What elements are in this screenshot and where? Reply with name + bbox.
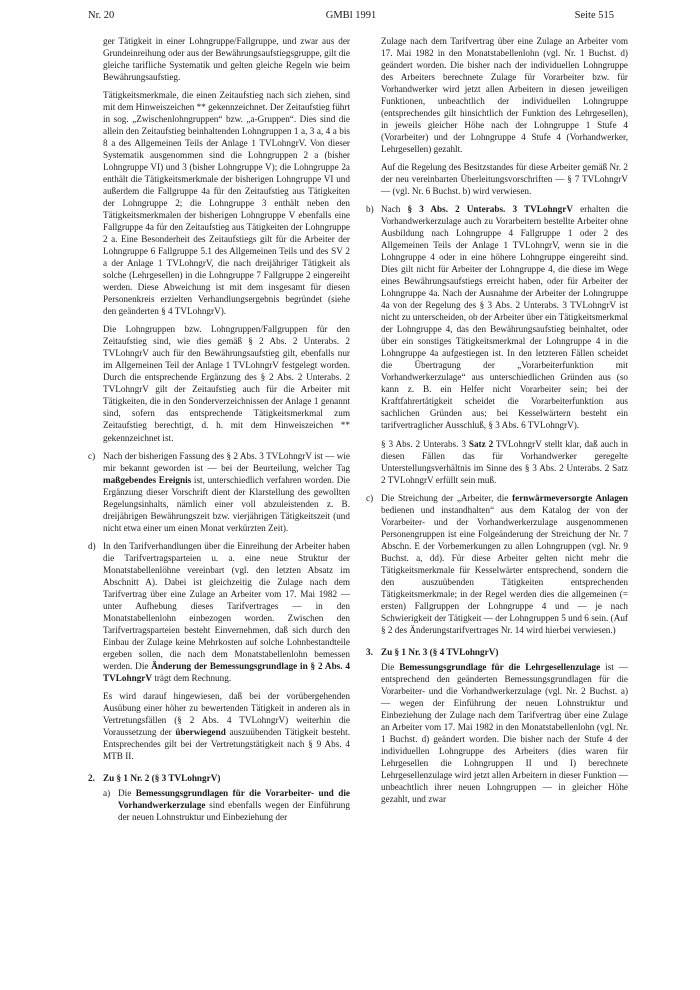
paragraph: ger Tätigkeit in einer Lohngruppe/Fallgruppe, und zwar aus der Grundeinreihung oder aus der Bewährungsaufstiegsgruppe, gilt die gleiche tarifliche Systematik und gelten gleiche Regeln wie beim Bewährungsaufstieg. <box>103 36 350 83</box>
paragraph: Tätigkeitsmerkmale, die einen Zeitaufstieg nach sich ziehen, sind mit dem Hinweiszeichen ** gekennzeichnet. Der Zeitaufstieg führt in sog. „Zwischenlohngruppen“ bzw. „a-Gruppen“. Dies sind die allein den Zeitaufstieg beinhaltenden Lohngruppen 1 a, 3 a, 4 a bis 8 a des Allgemeinen Teils der Anlage 1 TVLohngrV. Von dieser Systematik ausgenommen sind die Lohngruppen 2 a (bisher Lohngruppe VI) und 3 (bisher Lohngruppe V); die Lohngruppe 2a enthält die Tätigkeitsmerkmale der bisherigen Lohngruppe VI und außerdem die Fallgruppe 4a für den Zeitaufstieg aus Tätigkeiten der Lohngruppe 2; die Lohngruppe 3 enthält neben den Tätigkeitsmerkmalen der bisherigen Lohngruppe V ebenfalls eine Fallgruppe 4a für den Zeitaufstieg aus Tätigkeiten der Lohngruppe 2 a. Eine Besonderheit des Zeitaufstiegs gilt für die Arbeiter der Lohngruppe 6 Fallgruppe 5.1 des Allgemeinen Teils und des SV 2 a der Anlage 1 TVLohngrV, die nach dreijähriger Tätigkeit als solche (Lehrgesellen) in die Lohngruppe 7 Fallgruppe 2 eingereiht werden. Diese Abweichung ist mit dem insgesamt für diesen Personenkreis erzielten Verhandlungsergebnis begründet (siehe den geänderten § 4 TVLohngrV). <box>103 90 350 317</box>
item-label: b) <box>366 204 374 215</box>
section-2 <box>88 772 350 823</box>
item-label: a) <box>103 787 111 798</box>
right-column <box>366 35 628 805</box>
issue-number: Nr. 20 <box>88 10 115 21</box>
paragraph: Zulage nach dem Tarifvertrag über eine Zulage an Arbeiter vom 17. Mai 1982 in den Monatstabellenlohn (vgl. Nr. 1 Buchst. d) geändert worden. Die bisher nach der individuellen Lohngruppe des Arbeiters berechnete Zulage für Vorarbeiter bzw. für Vorhandwerker wird jetzt allen Arbeitern in diesen jeweiligen Funktionen, unbeachtlich der individuellen Lohngruppe (entsprechendes gilt hinsichtlich der Funktion des Lehrgesellen), in jeweils gleicher Höhe nach der Lohngruppe 1 Stufe 4 (Vorarbeiter) und der Lohngruppe 4 Stufe 4 (Vorhandwerker, Lehrgesellen) gezahlt. <box>381 36 628 155</box>
section-heading: Zu § 1 Nr. 3 (§ 4 TVLohngrV) <box>381 646 499 657</box>
journal-title: GMBl 1991 <box>325 10 377 21</box>
paragraph: § 3 Abs. 2 Unterabs. 3 Satz 2 TVLohngrV stellt klar, daß auch in diesen Fällen das für Vorhandwerker geregelte Unterstellungsverhältnis im Sinne des § 3 Abs. 2 Unterabs. 2 Satz 2 TVLohngrV erfüllt sein muß. <box>381 438 628 485</box>
continued-item-a <box>366 35 628 197</box>
paragraph: Auf die Regelung des Besitzstandes für diese Arbeiter gemäß Nr. 2 der neu vereinbarten Überleitungsvorschriften — § 7 TVLohngrV — (vgl. Nr. 6 Buchst. b) wird verwiesen. <box>381 162 628 197</box>
list-item-c <box>88 450 350 534</box>
page-header <box>88 10 614 26</box>
page-number: Seite 515 <box>574 10 614 21</box>
item-label: d) <box>88 540 96 551</box>
paragraph: Die Bemessungsgrundlage für die Lehrgesellenzulage ist — entsprechend den geänderten Bemessungsgrundlagen für die Vorarbeiter- und die Vorhandwerkerzulage (vgl. Nr. 2 Buchst. a) — wegen der Einführung der neuen Lohnstruktur und Einbeziehung der Zulage nach dem Tarifvertrag über eine Zulage an Arbeiter vom 17. Mai 1982 in den Monatstabellenlohn (vgl. Nr. 1 Buchst. d) geändert worden. Die bisher nach der Stufe 4 der individuellen Lohngruppe des Arbeiters (dies waren für Lehrgesellen die Lohngruppen II und I) berechnete Lehrgesellenzulage wird jetzt allen Arbeitern in dieser Funktion — unbeachtlich ihrer neuen Lohngruppen — in gleicher Höhe gezahlt, und zwar <box>381 661 628 804</box>
list-item-c <box>366 492 628 636</box>
paragraph: Nach § 3 Abs. 2 Unterabs. 3 TVLohngrV erhalten die Vorhandwerkerzulage auch zu Vorarbeitern bestellte Arbeiter ohne Ausbildung nach Lohngruppe 4 Fallgruppe 1 oder 2 des Allgemeinen Teils der Anlage 1 TVLohngrV, wenn sie in die Lohngruppe 4 oder in eine höhere Lohngruppe eingereiht sind. Dies gilt nicht für Arbeiter der Lohngruppe 4, die diese im Wege eines Bewährungsaufstiegs erreicht haben, oder für Arbeiter der Lohngruppe 4a. Nach der Ausnahme der Arbeiter der Lohngruppe 4a von der Regelung des § 3 Abs. 2 Unterabs. 3 TVLohngrV ist nicht zu unterscheiden, ob der Arbeiter über ein Tätigkeitsmerkmal der Lohngruppe 4, das den Bewährungsaufstieg beinhaltet, oder über ein sonstiges Tätigkeitsmerkmal der Lohngruppe 4 in die Lohngruppe 4a aufgestiegen ist. In den letzteren Fällen scheidet die Übertragung der „Vorarbeiterfunktion mit Vorhandwerkerzulage“ aus unterschiedlichen Gründen aus (so kann z. B. ein Helfer nicht Vorarbeiter sein; bei der Kraftfahrertätigkeit scheidet die Vorarbeiterfunktion aus sachlichen Gründen aus; bei Kesselwärtern besteht ein tarifvertraglicher Ausschluß, § 3 Abs. 6 TVLohngrV). <box>381 204 628 431</box>
section-3 <box>366 646 628 805</box>
left-column <box>88 35 350 823</box>
paragraph: Die Lohngruppen bzw. Lohngruppen/Fallgruppen für den Zeitaufstieg sind, wie dies gemäß § 2 Abs. 2 Unterabs. 2 TVLohngrV auch für den Bewährungsaufstieg gilt, ebenfalls nur im Allgemeinen Teil der Anlage 1 TVLohngrV festgelegt worden. Durch die entsprechende Ergänzung des § 2 Abs. 2 Unterabs. 2 TVLohngrV gilt der Zeitaufstieg auch für die Arbeiter mit Tätigkeiten, die in den Sonderverzeichnissen der Anlage 1 genannt sind, sofern das entsprechende Tätigkeitsmerkmal zum Zeitaufstieg berechtigt, d. h. mit dem Hinweiszeichen ** gekennzeichnet ist. <box>103 324 350 443</box>
list-item-d <box>88 540 350 762</box>
list-item-a <box>103 787 350 823</box>
section-number: 3. <box>366 646 373 657</box>
item-label: c) <box>366 492 374 503</box>
paragraph: Es wird darauf hingewiesen, daß bei der vorübergehenden Ausübung einer höher zu bewertenden Tätigkeit in anderen als in Vertretungsfällen (§ 2 Abs. 4 TVLohngrV) weiterhin die Voraussetzung der überwiegend auszuübenden Tätigkeit besteht. Entsprechendes gilt bei der Vertretungstätigkeit nach § 9 Abs. 4 MTB II. <box>103 690 350 761</box>
paragraph: Die Bemessungsgrundlagen für die Vorarbeiter- und die Vorhandwerkerzulage sind ebenfalls wegen der Einführung der neuen Lohnstruktur und Einbeziehung der <box>118 787 351 822</box>
paragraph: In den Tarifverhandlungen über die Einreihung der Arbeiter haben die Tarifvertragsparteien u. a. eine neue Struktur der Monatstabellenlöhne vereinbart (vgl. den letzten Absatz im Abschnitt A). Dabei ist gleichzeitig die Zulage nach dem Tarifvertrag über eine Zulage an Arbeiter vom 17. Mai 1982 — unter Aufhebung dieses Tarifvertrages — in den Monatstabellenlohn einbezogen worden. Zwischen den Tarifvertragsparteien besteht Einvernehmen, daß sich durch den Einbau der Zulage keine Mehrkosten auf solche Lohnbestandteile ergeben sollen, die nach dem Monatstabellenlohn bemessen werden. Die Änderung der Bemessungsgrundlage in § 2 Abs. 4 TVLohngrV trägt dem Rechnung. <box>103 540 350 683</box>
section-number: 2. <box>88 772 95 783</box>
section-heading: Zu § 1 Nr. 2 (§ 3 TVLohngrV) <box>103 772 221 783</box>
list-item-b <box>366 203 628 485</box>
paragraph: Nach der bisherigen Fassung des § 2 Abs. 3 TVLohngrV ist — wie mir bekannt geworden ist — bei der Beurteilung, welcher Tag maßgebendes Ereignis ist, unterschiedlich verfahren worden. Die Ergänzung dieser Vorschrift dient der Klarstellung des gewollten Regelungsinhalts, nämlich einer voll abzuleistenden z. B. dreijährigen Bewährungszeit bzw. vierjährigen Tätigkeitszeit (und nicht etwa einer um einen Monat verkürzten Zeit). <box>103 450 350 533</box>
paragraph: Die Streichung der „Arbeiter, die fernwärmeversorgte Anlagen bedienen und instandhalten“ aus dem Katalog der von der Vorarbeiter- und der Vorhandwerkerzulage ausgenommenen Personengruppen ist eine Folgeänderung der Streichung der Nr. 7 Abschn. E der Vorbemerkungen zu allen Lohngruppen (vgl. Nr. 9 Buchst. a, dd). Für diese Arbeiter gelten nicht mehr die Tätigkeitsmerkmale für Kesselwärter entsprechend, sondern die den auszuübenden Tätigkeiten entsprechenden Tätigkeitsmerkmale; in der Regel werden dies die allgemeinen (= ersten) Fallgruppen der Lohngruppe 4 und — je nach Schwierigkeit der Tätigkeit — der Lohngruppen 5 und 6 sein. (Auf § 2 des Änderungstarifvertrages Nr. 14 wird hierbei verwiesen.) <box>381 492 628 635</box>
item-label: c) <box>88 450 96 461</box>
